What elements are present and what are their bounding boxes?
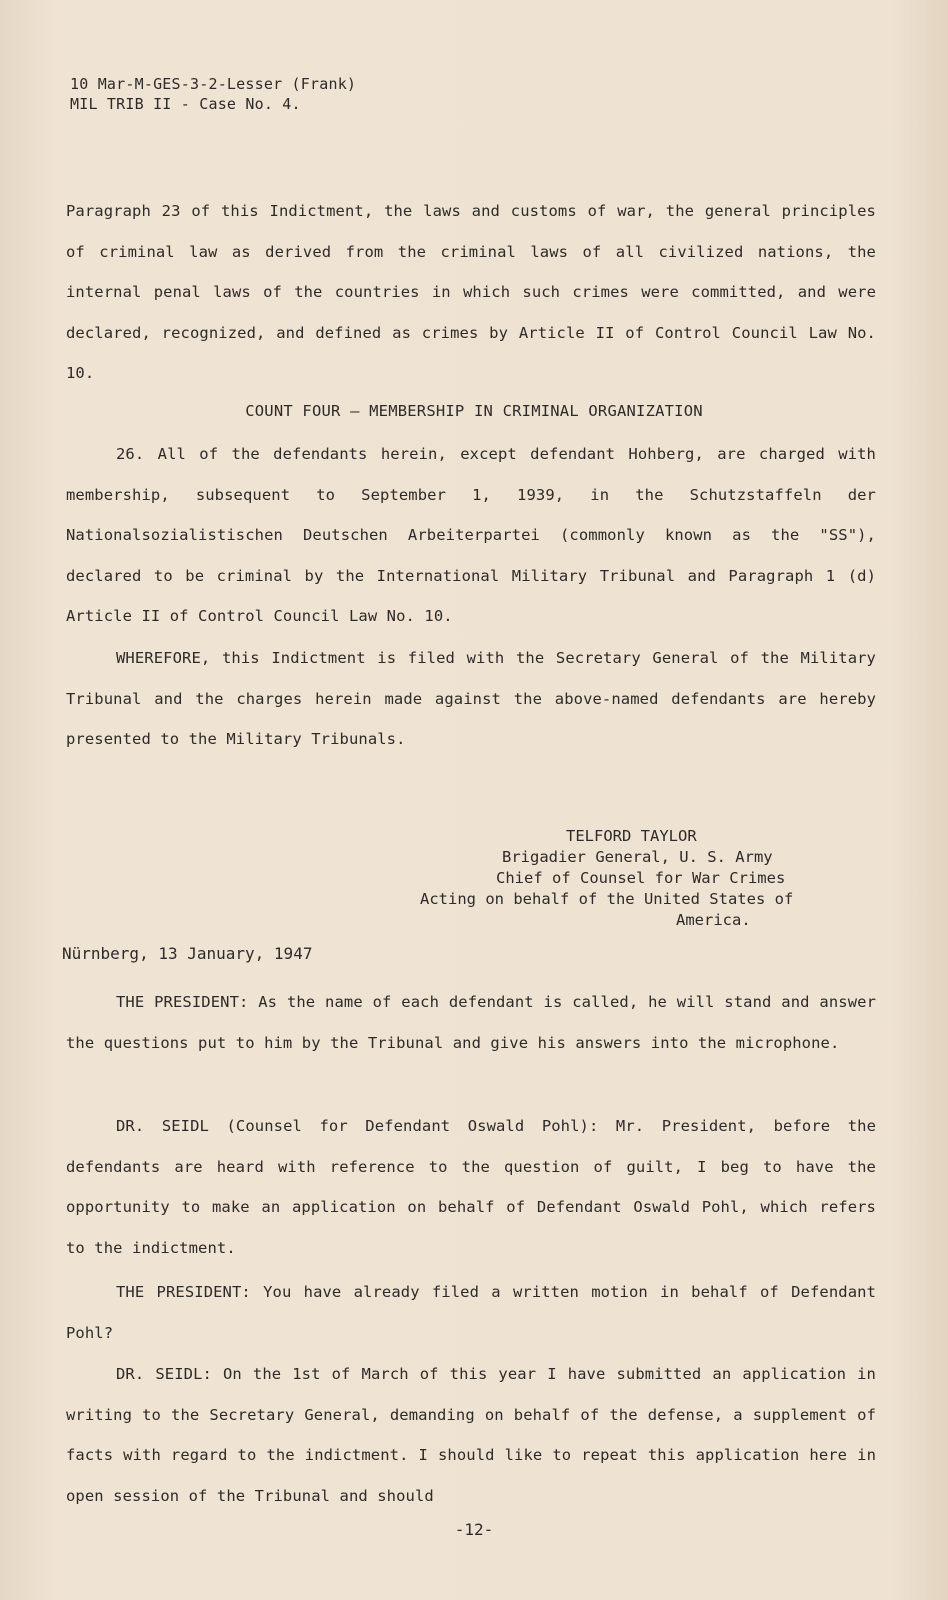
header-line-2: MIL TRIB II - Case No. 4.: [70, 95, 301, 113]
transcript-president-2: THE PRESIDENT: You have already filed a written motion in behalf of Defendant Pohl?: [66, 1283, 876, 1342]
paragraph-26: 26. All of the defendants herein, except defendant Hohberg, are charged with membership, subsequent to September 1, 1939, in the Schutzstaffeln der Nationalsozialistischen Deutschen Arbeiterpartei (commonly known as the "SS"), declared to be criminal by the International Military Tribunal and Paragraph 1 (d) Article II of Control Council Law No. 10.: [66, 445, 876, 625]
transcript-seidl-2: DR. SEIDL: On the 1st of March of this year I have submitted an application in writing to the Secretary General, demanding on behalf of the defense, a supplement of facts with regard to the indictment. I should like to repeat this application here in open session of the Tribunal and should: [66, 1365, 876, 1505]
document-header: [70, 74, 356, 114]
signatory-title-1: Brigadier General, U. S. Army: [502, 848, 773, 866]
signatory-title-4: America.: [676, 911, 751, 929]
signature-block: [420, 826, 840, 931]
signatory-title-2: Chief of Counsel for War Crimes: [496, 869, 786, 887]
header-line-1: 10 Mar-M-GES-3-2-Lesser (Frank): [70, 75, 357, 93]
wherefore-paragraph: WHEREFORE, this Indictment is filed with the Secretary General of the Military Tribunal and the charges herein made against the above-named defendants are hereby presented to the Military Tribunals.: [66, 649, 876, 748]
transcript-seidl-1: DR. SEIDL (Counsel for Defendant Oswald Pohl): Mr. President, before the defendants are heard with reference to the question of guilt, I beg to have the opportunity to make an application on behalf of Defendant Oswald Pohl, which refers to the indictment.: [66, 1117, 876, 1257]
place-and-date: Nürnberg, 13 January, 1947: [62, 944, 313, 963]
signatory-title-3: Acting on behalf of the United States of: [420, 890, 794, 908]
signatory-name: TELFORD TAYLOR: [566, 827, 697, 845]
paragraph-23-continuation: Paragraph 23 of this Indictment, the laws and customs of war, the general principles of criminal law as derived from the criminal laws of all civilized nations, the internal penal laws of the countries in which such crimes were committed, and were declared, recognized, and defined as crimes by Article II of Control Council Law No. 10.: [66, 202, 876, 382]
page-number: -12-: [454, 1520, 494, 1539]
count-four-heading: COUNT FOUR — MEMBERSHIP IN CRIMINAL ORGANIZATION: [245, 402, 703, 420]
transcript-president-1: THE PRESIDENT: As the name of each defendant is called, he will stand and answer the questions put to him by the Tribunal and give his answers into the microphone.: [66, 993, 876, 1052]
